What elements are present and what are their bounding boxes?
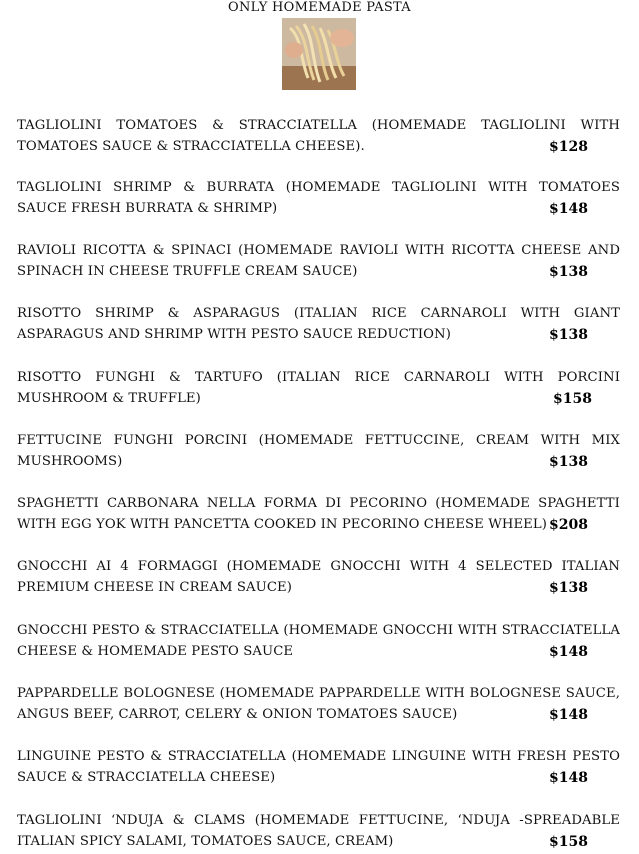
menu-item [17,556,620,600]
menu-item [17,303,620,347]
menu-item [17,620,620,664]
menu-item-description: SPAGHETTI CARBONARA NELLA FORMA DI PECORINO (HOMEMADE SPAGHETTI WITH EGG YOK WITH PANCETTA COOKED IN PECORINO CHEESE WHEEL) [17,496,620,532]
menu-item-description: TAGLIOLINI ‘NDUJA & CLAMS (HOMEMADE FETTUCINE, ‘NDUJA -SPREADABLE ITALIAN SPICY SALAMI, TOMATOES SAUCE, CREAM) [17,813,620,849]
menu-item-description: TAGLIOLINI TOMATOES & STRACCIATELLA (HOMEMADE TAGLIOLINI WITH TOMATOES SAUCE & STRACCIATELLA CHEESE). [17,118,620,154]
menu-item-price: $128 [549,139,588,155]
menu-item [17,810,620,854]
menu-item-price: $138 [549,580,588,596]
menu-item-description: PAPPARDELLE BOLOGNESE (HOMEMADE PAPPARDELLE WITH BOLOGNESE SAUCE, ANGUS BEEF, CARROT, CELERY & ONION TOMATOES SAUCE) [17,686,620,722]
menu-item [17,746,620,790]
menu-item [17,240,620,284]
menu-item-price: $148 [549,644,588,660]
menu-item [17,367,620,411]
menu-item-price: $148 [549,201,588,217]
menu-item-description: RISOTTO FUNGHI & TARTUFO (ITALIAN RICE CARNAROLI WITH PORCINI MUSHROOM & TRUFFLE) [17,370,620,406]
menu-item-description: RISOTTO SHRIMP & ASPARAGUS (ITALIAN RICE CARNAROLI WITH GIANT ASPARAGUS AND SHRIMP WITH PESTO SAUCE REDUCTION) [17,306,620,342]
menu-item-price: $148 [549,707,588,723]
menu-item-price: $158 [553,391,592,407]
menu-item [17,430,620,474]
menu-item [17,493,620,537]
menu-item-price: $138 [549,327,588,343]
menu-item-price: $138 [549,454,588,470]
page-title: ONLY HOMEMADE PASTA [228,0,411,15]
menu-item-description: FETTUCINE FUNGHI PORCINI (HOMEMADE FETTUCCINE, CREAM WITH MIX MUSHROOMS) [17,433,620,469]
menu-item-price: $138 [549,264,588,280]
menu-item-price: $148 [549,770,588,786]
menu-item-description: RAVIOLI RICOTTA & SPINACI (HOMEMADE RAVIOLI WITH RICOTTA CHEESE AND SPINACH IN CHEESE TRUFFLE CREAM SAUCE) [17,243,620,279]
menu-item-description: GNOCCHI PESTO & STRACCIATELLA (HOMEMADE GNOCCHI WITH STRACCIATELLA CHEESE & HOMEMADE PESTO SAUCE [17,623,620,659]
menu-item [17,177,620,221]
menu-item-price: $158 [549,834,588,850]
menu-item-price: $208 [549,517,588,533]
menu-item [17,115,620,159]
menu-item-description: TAGLIOLINI SHRIMP & BURRATA (HOMEMADE TAGLIOLINI WITH TOMATOES SAUCE FRESH BURRATA & SHRIMP) [17,180,620,216]
menu-item-description: GNOCCHI AI 4 FORMAGGI (HOMEMADE GNOCCHI WITH 4 SELECTED ITALIAN PREMIUM CHEESE IN CREAM SAUCE) [17,559,620,595]
menu-item [17,683,620,727]
menu-item-description: LINGUINE PESTO & STRACCIATELLA (HOMEMADE LINGUINE WITH FRESH PESTO SAUCE & STRACCIATELLA CHEESE) [17,749,620,785]
